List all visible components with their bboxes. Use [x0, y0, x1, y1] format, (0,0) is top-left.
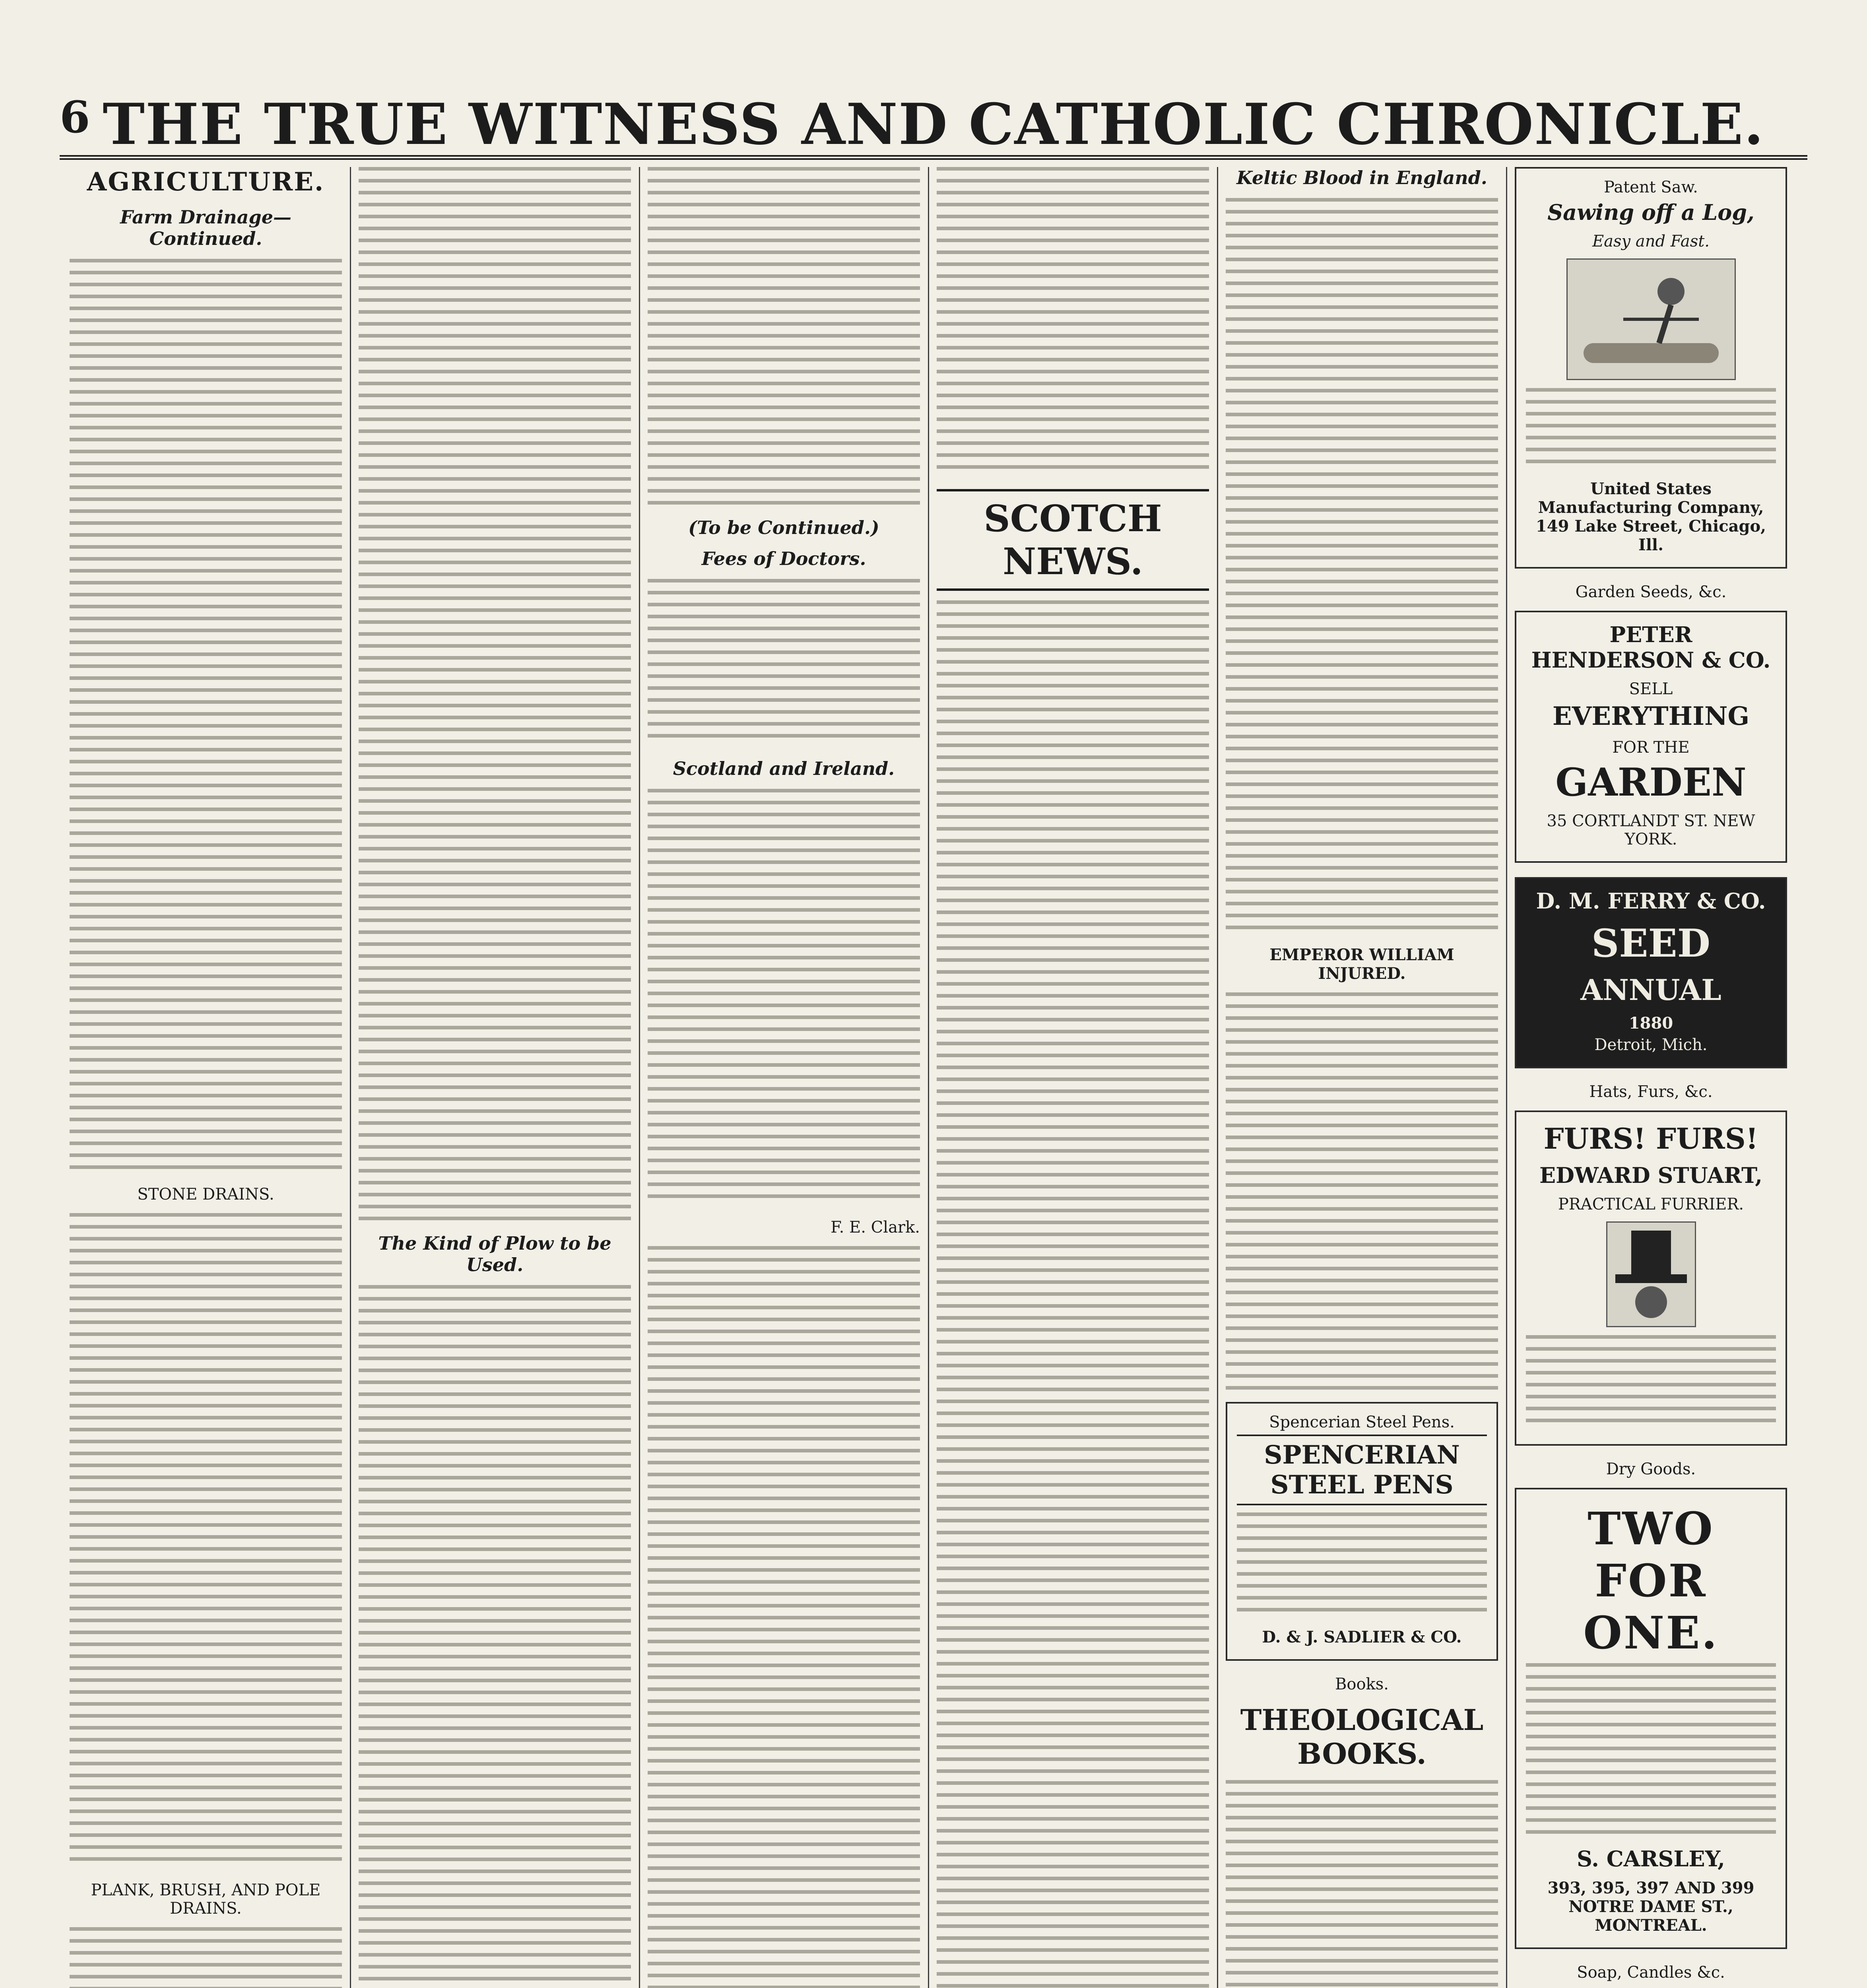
masthead — [60, 76, 1807, 160]
ad-category-label: Hats, Furs, &c. — [1589, 1083, 1713, 1101]
ad-category-label: Garden Seeds, &c. — [1575, 583, 1727, 601]
article-text — [648, 579, 920, 746]
ad-text — [1526, 388, 1776, 468]
book-listings — [1226, 1780, 1498, 1988]
column-rule — [639, 167, 640, 1988]
ad-category-label: Soap, Candles &c. — [1577, 1963, 1725, 1982]
article-text — [937, 600, 1209, 1988]
page-number: 6 — [60, 91, 90, 143]
article-text — [70, 1213, 342, 1869]
hat-illustration-icon — [1606, 1221, 1696, 1327]
article-text — [648, 1246, 920, 1988]
column-rule — [1506, 167, 1507, 1988]
column-rule — [350, 167, 351, 1988]
column-2 — [359, 167, 631, 1988]
letter-signature: F. E. Clark. — [831, 1218, 920, 1237]
ad-text — [1237, 1512, 1487, 1616]
ad-year: 1880 — [1628, 1014, 1673, 1033]
ad-text: SEED — [1591, 921, 1710, 966]
ad-category-label: Patent Saw. — [1604, 178, 1698, 196]
ad-text: GARDEN — [1555, 760, 1747, 805]
article-subheading: Fees of Doctors. — [701, 548, 866, 569]
column-3 — [648, 167, 920, 1988]
continued-note: (To be Continued.) — [688, 517, 879, 538]
spencerian-pens-ad — [1226, 1402, 1498, 1661]
article-text — [1226, 198, 1498, 934]
ad-category-label: Spencerian Steel Pens. — [1269, 1413, 1455, 1431]
column-6-advertisements — [1515, 167, 1787, 1988]
article-text — [359, 1285, 631, 1988]
article-text — [648, 167, 920, 505]
article-text — [70, 259, 342, 1173]
article-subheading: Scotland and Ireland. — [673, 758, 895, 779]
ad-tagline: Sawing off a Log, — [1547, 200, 1754, 225]
ad-company: United States Manufacturing Company, 149 Lake Street, Chicago, Ill. — [1535, 480, 1766, 554]
ad-company: PETER HENDERSON & CO. — [1531, 622, 1771, 673]
ad-text: SELL — [1629, 680, 1673, 698]
column-4 — [937, 167, 1209, 1988]
article-text — [70, 1927, 342, 1988]
article-subheading: EMPEROR WILLIAM INJURED. — [1269, 945, 1454, 983]
article-text — [648, 789, 920, 1206]
column-rule — [1217, 167, 1218, 1988]
ad-address: 393, 395, 397 AND 399 NOTRE DAME ST., MONTREAL. — [1547, 1879, 1754, 1935]
ad-heading: FURS! FURS! — [1543, 1122, 1758, 1155]
ad-text: ANNUAL — [1580, 973, 1721, 1007]
article-subheading: STONE DRAINS. — [137, 1185, 274, 1204]
article-text — [359, 167, 631, 1221]
ad-heading: THEOLOGICAL BOOKS. — [1240, 1703, 1484, 1771]
ad-address: 35 CORTLANDT ST. NEW YORK. — [1547, 812, 1755, 848]
ad-banner: SPENCERIAN STEEL PENS — [1237, 1435, 1487, 1505]
column-rule — [928, 167, 929, 1988]
article-subheading: The Kind of Plow to be Used. — [378, 1233, 611, 1276]
peter-henderson-seeds-ad — [1515, 611, 1787, 863]
ad-text: EVERYTHING — [1552, 701, 1750, 731]
ad-text — [1526, 1663, 1776, 1834]
article-subheading: Keltic Blood in England. — [1236, 167, 1487, 188]
section-heading: SCOTCH NEWS. — [937, 489, 1209, 591]
ad-company: S. CARSLEY, — [1577, 1846, 1725, 1872]
ad-tagline: Easy and Fast. — [1592, 232, 1710, 250]
article-subheading: PLANK, BRUSH, AND POLE DRAINS. — [91, 1881, 321, 1918]
column-1 — [70, 167, 342, 1988]
saw-illustration-icon — [1566, 258, 1736, 380]
ad-category-label: Dry Goods. — [1606, 1460, 1696, 1478]
ad-company: EDWARD STUART, — [1539, 1163, 1763, 1188]
edward-stuart-furs-ad — [1515, 1110, 1787, 1446]
ad-category-label: Books. — [1335, 1675, 1389, 1693]
article-text — [937, 167, 1209, 477]
ad-text — [1526, 1335, 1776, 1423]
section-heading: AGRICULTURE. — [87, 167, 325, 197]
ad-address: Detroit, Mich. — [1594, 1036, 1708, 1054]
ad-text: FOR THE — [1612, 738, 1690, 757]
ad-trade: PRACTICAL FURRIER. — [1558, 1195, 1744, 1213]
ad-company: D. M. FERRY & CO. — [1536, 888, 1766, 914]
carsley-dry-goods-ad — [1515, 1488, 1787, 1949]
newspaper-title: THE TRUE WITNESS AND CATHOLIC CHRONICLE. — [103, 91, 1764, 157]
article-subheading: Farm Drainage—Continued. — [120, 206, 291, 249]
ferry-seed-annual-ad — [1515, 877, 1787, 1068]
ad-heading: TWO FOR ONE. — [1583, 1503, 1719, 1659]
column-5 — [1226, 167, 1498, 1988]
ad-publisher: D. & J. SADLIER & CO. — [1262, 1628, 1462, 1646]
patent-saw-ad — [1515, 167, 1787, 569]
article-text — [1226, 992, 1498, 1390]
